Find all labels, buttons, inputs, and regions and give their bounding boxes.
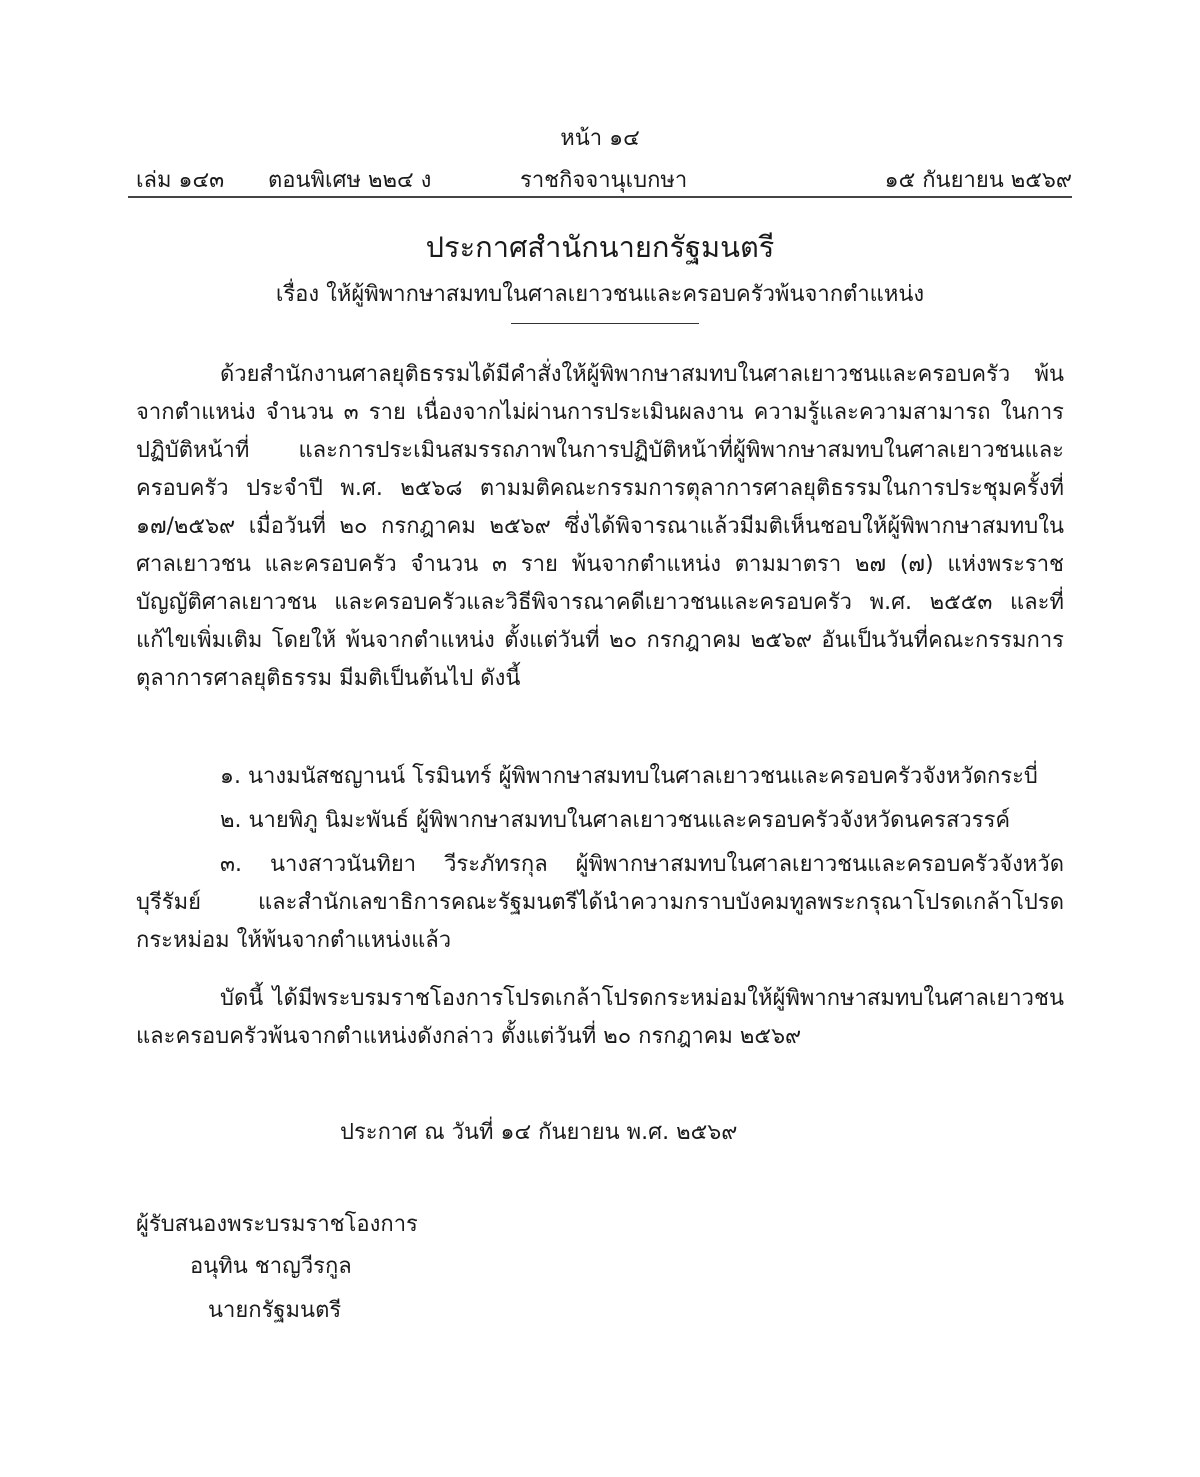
publication-date: ๑๕ กันยายน ๒๕๖๙: [884, 168, 1072, 193]
list-item-1: ๑. นางมนัสชญานน์ โรมินทร์ ผู้พิพากษาสมทบในศาลเยาวชนและครอบครัวจังหวัดกระบี่: [220, 764, 1038, 789]
body-paragraph-1: ด้วยสำนักงานศาลยุติธรรมได้มีคำสั่งให้ผู้พิพากษาสมทบในศาลเยาวชนและครอบครัว พ้นจากตำแหน่ง จำนวน ๓ ราย เนื่องจากไม่ผ่านการประเมินผลงาน ความรู้และความสามารถ ในการปฏิบัติหน้าที่ และการประเมินสมรรถภาพในการปฏิบัติหน้าที่ผู้พิพากษาสมทบในศาลเยาวชนและ ครอบครัว ประจำปี พ.ศ. ๒๕๖๘ ตามมติคณะกรรมการตุลาการศาลยุติธรรมในการประชุมครั้งที่ ๑๗/๒๕๖๙ เมื่อวันที่ ๒๐ กรกฎาคม ๒๕๖๙ ซึ่งได้พิจารณาแล้วมีมติเห็นชอบให้ผู้พิพากษาสมทบในศาลเยาวชน และครอบครัว จำนวน ๓ ราย พ้นจากตำแหน่ง ตามมาตรา ๒๗ (๗) แห่งพระราชบัญญัติศาลเยาวชน และครอบครัวและวิธีพิจารณาคดีเยาวชนและครอบครัว พ.ศ. ๒๕๕๓ และที่แก้ไขเพิ่มเติม โดยให้ พ้นจากตำแหน่ง ตั้งแต่วันที่ ๒๐ กรกฎาคม ๒๕๖๙ อันเป็นวันที่คณะกรรมการตุลาการศาลยุติธรรม มีมติเป็นต้นไป ดังนี้: [136, 362, 1064, 691]
gazette-name: ราชกิจจานุเบกษา: [520, 168, 688, 193]
body-paragraph-3: บัดนี้ ได้มีพระบรมราชโองการโปรดเกล้าโปรดกระหม่อมให้ผู้พิพากษาสมทบในศาลเยาวชน และครอบครัวพ้นจากตำแหน่งดังกล่าว ตั้งแต่วันที่ ๒๐ กรกฎาคม ๒๕๖๙: [136, 986, 1064, 1049]
countersign-label: ผู้รับสนองพระบรมราชโองการ: [136, 1212, 418, 1237]
section-number: ตอนพิเศษ ๒๒๔ ง: [268, 168, 432, 193]
announcement-date: ประกาศ ณ วันที่ ๑๔ กันยายน พ.ศ. ๒๕๖๙: [340, 1120, 738, 1145]
announcement-title: ประกาศสำนักนายกรัฐมนตรี: [425, 230, 775, 264]
signer-position: นายกรัฐมนตรี: [208, 1298, 342, 1323]
gazette-header: [136, 162, 1072, 194]
announcement-subject: เรื่อง ให้ผู้พิพากษาสมทบในศาลเยาวชนและครอบครัวพ้นจากตำแหน่ง: [275, 282, 925, 307]
title-divider: [511, 323, 699, 324]
volume-number: เล่ม ๑๔๓: [136, 168, 225, 193]
body-paragraph-2: ๓. นางสาวนันทิยา วีระภัทรกุล ผู้พิพากษาสมทบในศาลเยาวชนและครอบครัวจังหวัดบุรีรัมย์ และสำนักเลขาธิการคณะรัฐมนตรีได้นำความกราบบังคมทูลพระกรุณาโปรดเกล้าโปรดกระหม่อม ให้พ้นจากตำแหน่งแล้ว: [136, 852, 1064, 953]
page-number: หน้า ๑๔: [560, 126, 640, 151]
list-item-2: ๒. นายพิภู นิมะพันธ์ ผู้พิพากษาสมทบในศาลเยาวชนและครอบครัวจังหวัดนครสวรรค์: [220, 808, 1011, 833]
signer-name: อนุทิน ชาญวีรกูล: [190, 1254, 352, 1279]
header-divider: [128, 196, 1072, 198]
